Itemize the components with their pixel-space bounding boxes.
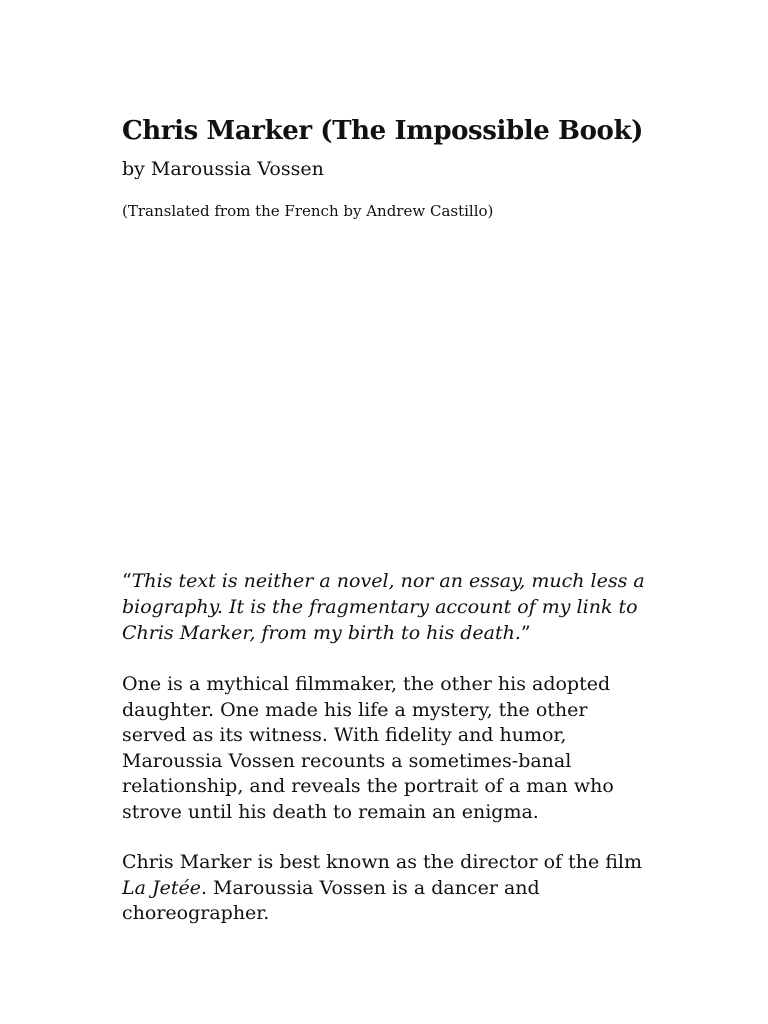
quote-text: This text is neither a novel, nor an essay, much less a biography. It is the fragmentary account of my link to Chris Marker, from my birth to his death. — [122, 570, 645, 644]
translator-note: (Translated from the French by Andrew Castillo) — [122, 202, 494, 220]
description-paragraph: One is a mythical filmmaker, the other his adopted daughter. One made his life a mystery, the other served as its witness. With fidelity and humor, Maroussia Vossen recounts a sometimes-banal relationship, and reveals the portrait of a man who strove until his death to remain an enigma. — [122, 673, 614, 823]
author-byline: by Maroussia Vossen — [122, 158, 324, 180]
author-quote — [122, 568, 662, 646]
book-title: Chris Marker (The Impossible Book) — [122, 116, 644, 146]
quote-close-mark: ” — [520, 622, 531, 644]
film-title: La Jetée — [122, 876, 201, 899]
biography-paragraph — [122, 850, 642, 927]
quote-open-mark: “ — [122, 570, 132, 592]
bio-text-start: Chris Marker is best known as the director of the film — [122, 851, 643, 873]
bio-text-end: . Maroussia Vossen is a dancer and choreographer. — [122, 876, 540, 924]
document-page — [122, 112, 662, 924]
